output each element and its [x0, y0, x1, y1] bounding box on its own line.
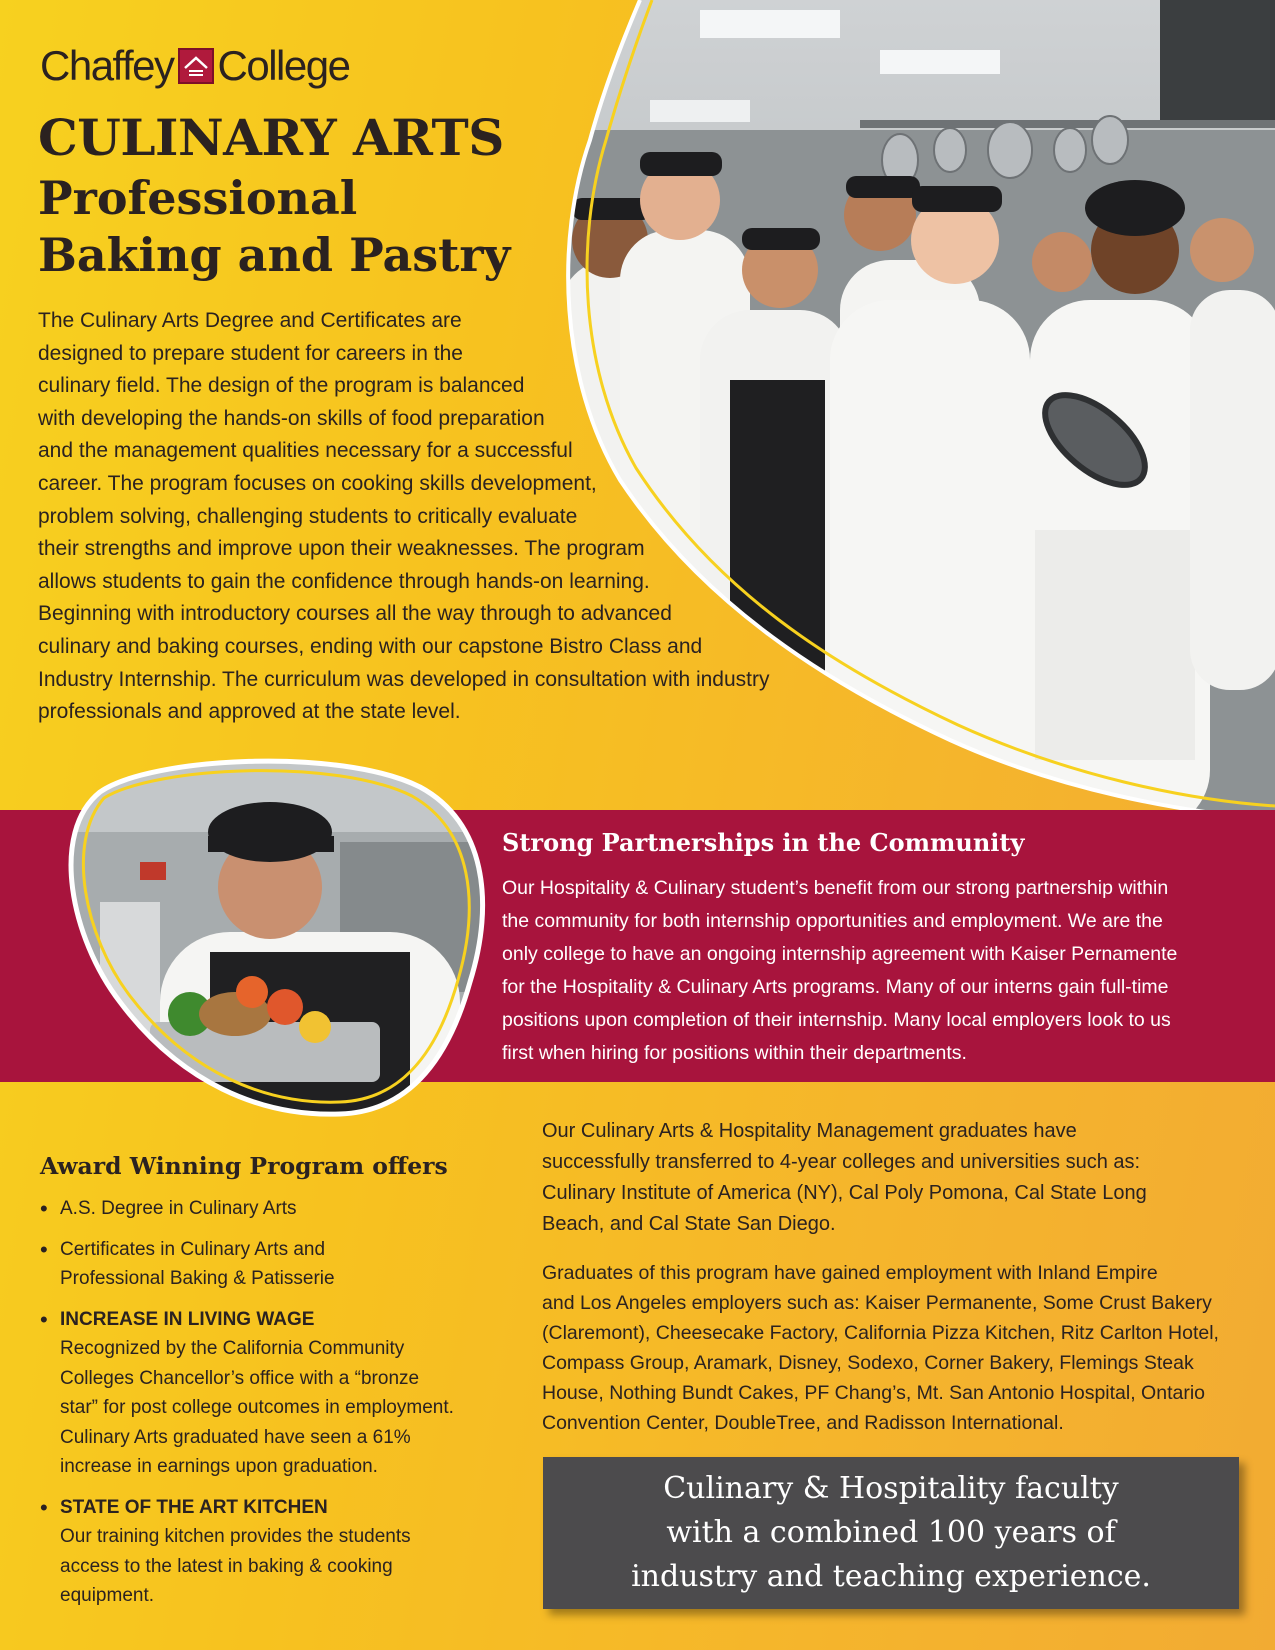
- list-item: [40, 1194, 510, 1224]
- intro-line: designed to prepare student for careers in the: [38, 341, 463, 365]
- intro-line: professionals and approved at the state level.: [38, 700, 461, 724]
- intro-line: Industry Internship. The curriculum was developed in consultation with industry: [38, 667, 770, 691]
- transfer-line: Our Culinary Arts & Hospitality Management graduates have: [542, 1120, 1077, 1142]
- award-line: • Certificates in Culinary Arts and: [60, 1238, 326, 1260]
- transfer-line: Beach, and Cal State San Diego.: [542, 1213, 836, 1235]
- intro-line: The Culinary Arts Degree and Certificates are: [38, 309, 462, 332]
- intro-line: culinary field. The design of the program is balanced: [38, 374, 525, 398]
- transfer-line: Culinary Institute of America (NY), Cal Poly Pomona, Cal State Long: [542, 1182, 1147, 1204]
- employment-line: and Los Angeles employers such as: Kaiser Permanente, Some Crust Bakery: [542, 1292, 1212, 1314]
- award-line: Professional Baking & Patisserie: [60, 1268, 335, 1289]
- subtitle-line: Professional: [38, 171, 358, 225]
- faculty-line: with a combined 100 years of: [666, 1515, 1116, 1550]
- intro-line: allows students to gain the confidence through hands-on learning.: [38, 569, 650, 593]
- page-subtitle: [38, 170, 598, 284]
- intro-line: culinary and baking courses, ending with our capstone Bistro Class and: [38, 634, 703, 658]
- transfer-line: successfully transferred to 4-year colleges and universities such as:: [542, 1151, 1141, 1173]
- award-line: Our training kitchen provides the students: [60, 1526, 411, 1547]
- award-heading: • STATE OF THE ART KITCHEN: [60, 1496, 328, 1518]
- faculty-line: industry and teaching experience.: [631, 1559, 1151, 1594]
- employment-line: House, Nothing Bundt Cakes, PF Chang’s, Mt. San Antonio Hospital, Ontario: [542, 1382, 1205, 1404]
- intro-line: career. The program focuses on cooking skills development,: [38, 471, 597, 495]
- employment-line: Convention Center, DoubleTree, and Radisson International.: [542, 1412, 1064, 1434]
- employment-line: Graduates of this program have gained employment with Inland Empire: [542, 1262, 1158, 1284]
- employment-paragraph: [542, 1258, 1242, 1438]
- award-heading: • INCREASE IN LIVING WAGE: [60, 1308, 315, 1330]
- page-title: CULINARY ARTS: [38, 108, 504, 167]
- intro-line: Beginning with introductory courses all the way through to advanced: [38, 602, 672, 626]
- partnerships-line: positions upon completion of their internship. Many local employers look to us: [502, 1009, 1171, 1031]
- intro-line: with developing the hands-on skills of food preparation: [38, 406, 545, 430]
- intro-paragraph: [38, 305, 818, 729]
- award-line: star” for post college outcomes in employment.: [60, 1397, 454, 1418]
- list-item: [40, 1235, 510, 1294]
- awards-list: [40, 1194, 510, 1622]
- employment-line: Compass Group, Aramark, Disney, Sodexo, Corner Bakery, Flemings Steak: [542, 1352, 1194, 1374]
- award-line: Colleges Chancellor’s office with a “bronze: [60, 1367, 420, 1389]
- awards-title: Award Winning Program offers: [40, 1152, 448, 1180]
- logo-text-college: College: [217, 42, 350, 89]
- logo-house-icon: [178, 48, 214, 84]
- award-line: Recognized by the California Community: [60, 1338, 405, 1359]
- chaffey-college-logo: [40, 42, 349, 90]
- partnerships-line: for the Hospitality & Culinary Arts programs. Many of our interns gain full-time: [502, 976, 1169, 998]
- student-chef-photo: [40, 752, 510, 1122]
- faculty-line: Culinary & Hospitality faculty: [663, 1471, 1119, 1506]
- partnerships-title: Strong Partnerships in the Community: [502, 828, 1025, 857]
- award-line: Culinary Arts graduated have seen a 61%: [60, 1426, 411, 1448]
- award-line: • A.S. Degree in Culinary Arts: [60, 1198, 297, 1219]
- partnerships-line: Our Hospitality & Culinary student’s benefit from our strong partnership within: [502, 877, 1169, 899]
- partnerships-line: only college to have an ongoing internship agreement with Kaiser Pernamente: [502, 943, 1178, 965]
- partnerships-line: first when hiring for positions within their departments.: [502, 1042, 967, 1064]
- partnerships-line: the community for both internship opportunities and employment. We are the: [502, 910, 1163, 932]
- employment-line: (Claremont), Cheesecake Factory, California Pizza Kitchen, Ritz Carlton Hotel,: [542, 1322, 1219, 1344]
- subtitle-line: Baking and Pastry: [38, 228, 511, 282]
- award-line: equipment.: [60, 1585, 155, 1606]
- award-line: access to the latest in baking & cooking: [60, 1555, 393, 1577]
- intro-line: problem solving, challenging students to critically evaluate: [38, 504, 578, 528]
- transfer-paragraph: [542, 1116, 1242, 1240]
- award-line: increase in earnings upon graduation.: [60, 1456, 378, 1477]
- intro-line: their strengths and improve upon their weaknesses. The program: [38, 537, 645, 561]
- partnerships-text: [502, 872, 1242, 1070]
- logo-text-chaffey: Chaffey: [40, 42, 174, 89]
- faculty-text: [631, 1467, 1151, 1599]
- faculty-callout: [543, 1457, 1239, 1609]
- intro-line: and the management qualities necessary for a successful: [38, 439, 573, 463]
- list-item: [40, 1305, 510, 1482]
- list-item: [40, 1493, 510, 1611]
